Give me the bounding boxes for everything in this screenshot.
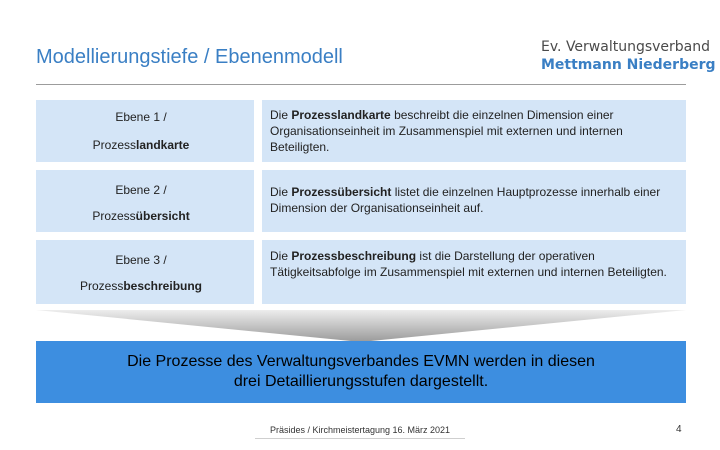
organization-logo <box>541 38 716 74</box>
footer-divider <box>255 438 465 439</box>
level-2-number: Ebene 2 / <box>115 183 167 197</box>
banner-line-1: Die Prozesse des Verwaltungsverbandes EVMN werden in diesen <box>127 353 595 370</box>
logo-line-2: Mettmann Niederberg <box>541 57 716 73</box>
level-row-1 <box>36 100 686 162</box>
level-1-label <box>36 108 246 154</box>
level-2-name <box>36 207 246 225</box>
desc-3-term: Prozessbeschreibung <box>291 249 417 263</box>
desc-2-post: listet die einzelnen Hauptprozesse innerhalb einer Dimension der Organisationseinheit auf. <box>270 185 661 215</box>
row-separator <box>254 170 262 232</box>
footer-text: Präsides / Kirchmeistertagung 16. März 2021 <box>269 425 451 435</box>
desc-3-post: ist die Darstellung der operativen Tätigkeitsabfolge im Zusammenspiel mit externen und internen Beteiligten. <box>270 249 667 279</box>
desc-1-post: beschreibt die einzelnen Dimension einer Organisationseinheit im Zusammenspiel mit externen und internen Beteiligten. <box>270 108 623 154</box>
slide-title: Modellierungstiefe / Ebenenmodell <box>36 46 343 68</box>
level-1-number: Ebene 1 / <box>115 110 167 124</box>
level-3-name-prefix: Prozess <box>79 279 124 293</box>
desc-1-pre: Die <box>270 108 292 122</box>
level-3-number: Ebene 3 / <box>115 253 167 267</box>
row-separator <box>254 240 262 304</box>
page-number: 4 <box>676 424 682 435</box>
desc-2-pre: Die <box>270 185 292 199</box>
down-arrow-shape <box>36 310 686 342</box>
level-1-name <box>36 136 246 154</box>
row-separator <box>254 100 262 162</box>
level-1-description <box>270 107 680 155</box>
level-row-2 <box>36 170 686 232</box>
level-2-label <box>36 181 246 225</box>
level-3-name-bold: beschreibung <box>123 279 203 293</box>
level-1-name-bold: landkarte <box>136 138 190 152</box>
desc-3-pre: Die <box>270 249 292 263</box>
desc-1-term: Prozesslandkarte <box>291 108 391 122</box>
level-2-description <box>270 184 680 216</box>
level-row-3 <box>36 240 686 304</box>
level-2-name-bold: übersicht <box>135 209 190 223</box>
level-3-name <box>36 277 246 295</box>
level-1-name-prefix: Prozess <box>92 138 136 152</box>
banner-line-2: drei Detaillierungsstufen dargestellt. <box>233 373 489 390</box>
desc-2-term: Prozessübersicht <box>291 185 392 199</box>
level-3-description <box>270 248 680 280</box>
level-3-label <box>36 251 246 295</box>
logo-line-1: Ev. Verwaltungsverband <box>541 39 711 55</box>
title-divider <box>36 84 686 85</box>
summary-banner <box>36 341 686 403</box>
level-2-name-prefix: Prozess <box>92 209 136 223</box>
